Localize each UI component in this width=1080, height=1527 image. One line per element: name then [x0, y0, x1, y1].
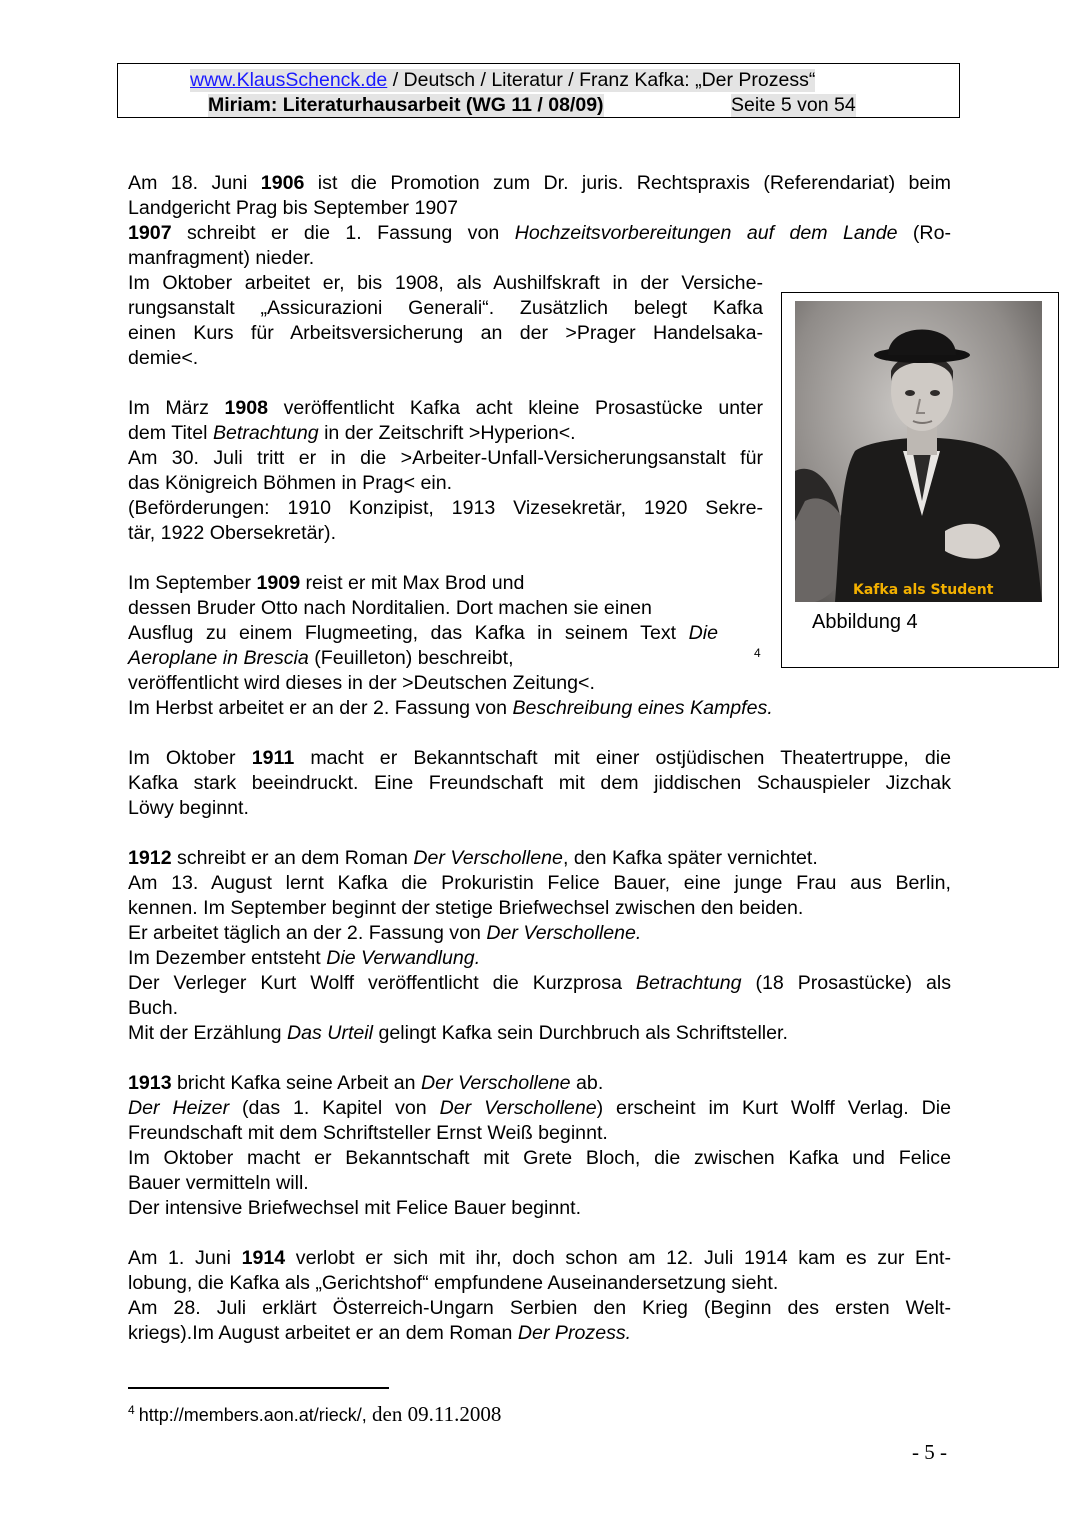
header-course: / Deutsch / Literatur / Franz Kafka: „Der Prozess“: [387, 69, 816, 91]
paragraph-1913: 1913 bricht Kafka seine Arbeit an Der Verschollene ab. Der Heizer (das 1. Kapitel von Der Verschollene) erscheint im Kurt Wolff Verlag. Die Freundschaft mit dem Schriftsteller Ernst Weiß beginnt. Im Oktober macht er Bekanntschaft mit Grete Bloch, die zwischen Kafka und Felice Bauer vermitteln will. Der intensive Briefwechsel mit Felice Bauer beginnt.: [128, 1072, 952, 1219]
paragraph-1912: 1912 schreibt er an dem Roman Der Verschollene, den Kafka später vernichtet. Am 13. August lernt Kafka die Prokuristin Felice Bauer, eine junge Frau aus Berlin, kennen. Im September beginnt der stetige Briefwechsel zwischen den beiden. Er arbeitet täglich an der 2. Fassung von Der Verschollene. Im Dezember entsteht Die Verwandlung. Der Verleger Kurt Wolff veröffentlicht die Kurzprosa Betrachtung (18 Prosastücke) als Buch. Mit der Erzählung Das Urteil gelingt Kafka sein Durchbruch als Schriftsteller.: [128, 847, 951, 1044]
header-line-1: [190, 69, 815, 92]
paragraph-1909: Im September 1909 reist er mit Max Brod und dessen Bruder Otto nach Norditalien. Dort machen sie einen Ausflug zu einem Flugmeeting, das Kafka in seinem Text Die Aeroplane in Brescia (Feuilleton) beschreibt,: [128, 572, 718, 669]
figure-label: Abbildung 4: [812, 611, 918, 633]
paragraph-1911: Im Oktober 1911 macht er Bekanntschaft mit einer ostjüdischen Theatertruppe, die Kafka stark beeindruckt. Eine Freundschaft mit dem jiddischen Schauspieler Jizchak Löwy beginnt.: [128, 747, 952, 819]
page-header: [117, 63, 960, 118]
header-author: Miriam: Literaturhausarbeit (WG 11 / 08/09): [208, 94, 604, 116]
footnote-date: den 09.11.2008: [366, 1402, 502, 1426]
footnote-url[interactable]: http://members.aon.at/rieck/,: [138, 1405, 367, 1425]
photo-caption: Kafka als Student: [853, 582, 994, 598]
page-number: - 5 -: [912, 1440, 947, 1464]
footnote-number: 4: [128, 1403, 135, 1417]
footnote-separator: [128, 1387, 389, 1389]
kafka-photo: [795, 301, 1042, 602]
paragraph-1907-oktober: Im Oktober arbeitet er, bis 1908, als Aushilfskraft in der Versiche- rungsanstalt „Assicurazioni Generali“. Zusätzlich belegt Kafka einen Kurs für Arbeitsversicherung an der >Prager Handelsaka- demie<.: [128, 272, 763, 369]
footnote-reference[interactable]: 4: [754, 646, 761, 660]
paragraph-1914: Am 1. Juni 1914 verlobt er sich mit ihr, doch schon am 12. Juli 1914 kam es zur Ent- lobung, die Kafka als „Gerichtshof“ empfundene Auseinandersetzung sieht. Am 28. Juli erklärt Österreich-Ungarn Serbien den Krieg (Beginn des ersten Welt- kriegs).Im August arbeitet er an dem Roman Der Prozess.: [128, 1247, 951, 1344]
paragraph-1906: Am 18. Juni 1906 ist die Promotion zum Dr. juris. Rechtspraxis (Referendariat) beim Landgericht Prag bis September 1907 1907 schreibt er die 1. Fassung von Hochzeitsvorbereitungen auf dem Lande (Ro- manfragment) nieder.: [128, 172, 952, 269]
paragraph-1909-cont: veröffentlicht wird dieses in der >Deutschen Zeitung<. Im Herbst arbeitet er an der 2. Fassung von Beschreibung eines Kampfes.: [128, 672, 773, 719]
figure-box: [781, 292, 1059, 668]
paragraph-1908: Im März 1908 veröffentlicht Kafka acht kleine Prosastücke unter dem Titel Betrachtung in der Zeitschrift >Hyperion<. Am 30. Juli tritt er in die >Arbeiter-Unfall-Versicherungsanstalt für das Königreich Böhmen in Prag< ein. (Beförderungen: 1910 Konzipist, 1913 Vizesekretär, 1920 Sekre- tär, 1922 Obersekretär).: [128, 397, 763, 544]
site-link[interactable]: www.KlausSchenck.de: [190, 69, 388, 91]
header-page-count: Seite 5 von 54: [731, 94, 856, 116]
portrait-illustration: [795, 301, 1042, 602]
footnote: [128, 1402, 501, 1427]
